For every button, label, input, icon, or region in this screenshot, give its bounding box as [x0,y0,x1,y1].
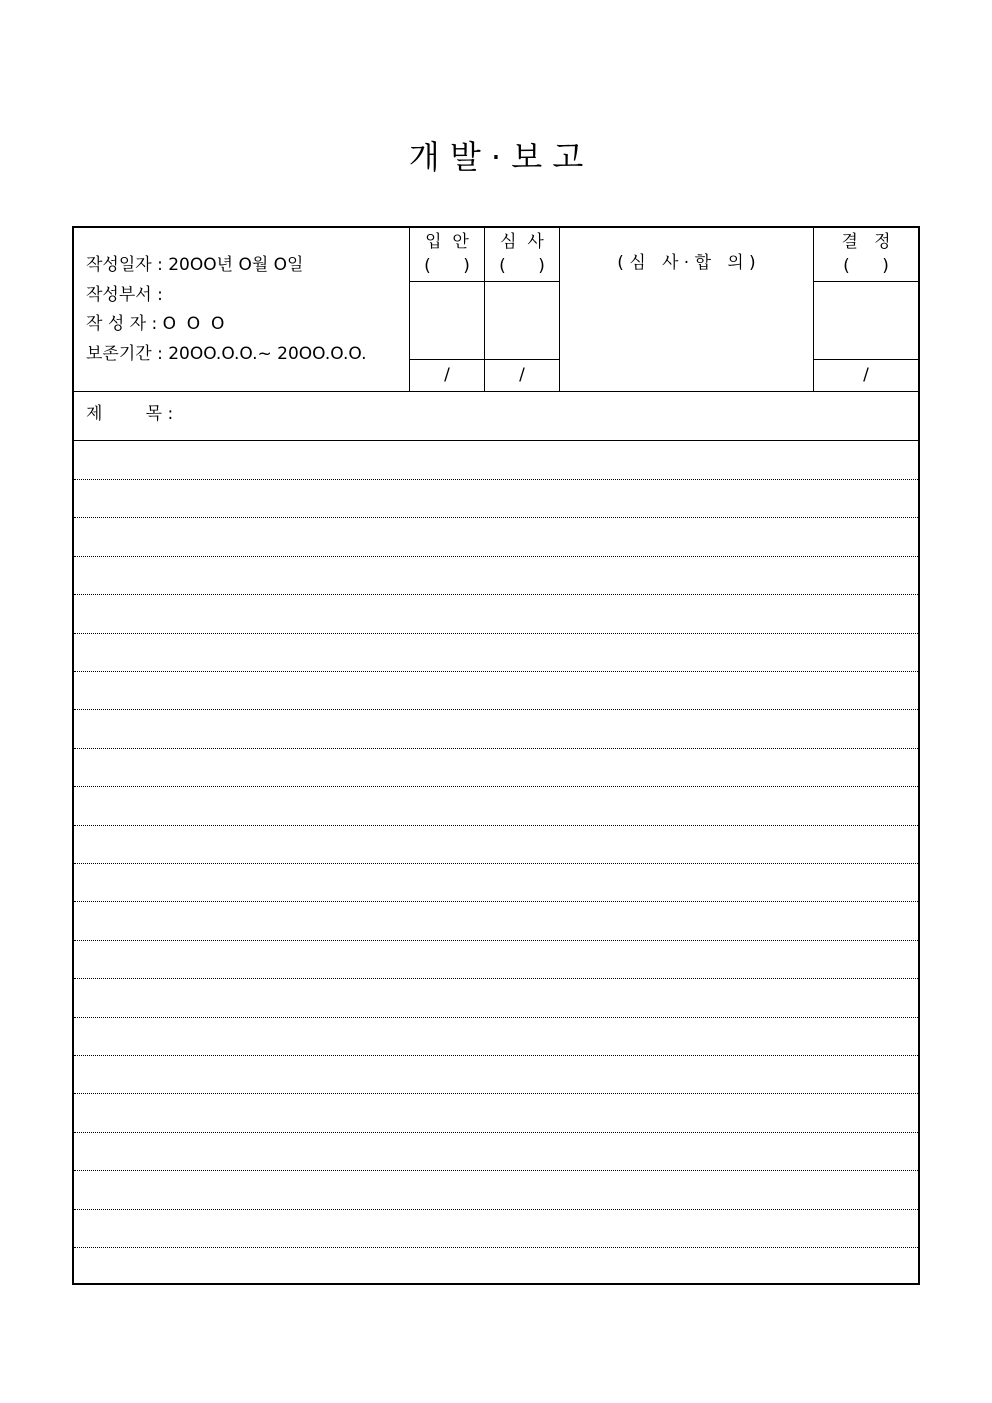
subject-label: 제 목 : [86,404,174,424]
body-rule-line [74,901,918,902]
body-rule-line [74,786,918,787]
draft-label: 입 안 [425,232,469,252]
consult-label: ( 심 사 · 합 의 ) [617,253,756,273]
body-rule-line [74,479,918,480]
review-signer: ( ) [499,256,545,276]
body-rule-line [74,748,918,749]
body-rule-line [74,1017,918,1018]
body-rule-line [74,1170,918,1171]
body-rule-line [74,863,918,864]
body-rule-line [74,1247,918,1248]
draft-date-slash: / [444,365,450,385]
decision-date-slash: / [863,365,869,385]
decision-label: 결 정 [841,232,891,252]
decision-signer: ( ) [843,256,889,276]
page-title: 개 발 · 보 고 [408,138,584,176]
review-date-slash: / [519,365,525,385]
body-rule-line [74,1132,918,1133]
body-rule-line [74,671,918,672]
body-rule-line [74,825,918,826]
approval-date-line-right [813,359,918,360]
body-rule-line [74,940,918,941]
approval-date-line-left [409,359,559,360]
body-rule-line [74,1055,918,1056]
retention-line: 보존기간 : 20OO.O.O.~ 20OO.O.O. [86,344,367,364]
author-line: 작 성 자 : O O O [86,314,225,334]
header-bottom-rule [74,391,918,392]
body-rule-line [74,1093,918,1094]
body-rule-line [74,633,918,634]
body-rule-line [74,709,918,710]
body-rule-line [74,556,918,557]
body-rule-line [74,978,918,979]
date-line: 작성일자 : 20OO년 O월 O일 [86,255,304,275]
report-form [72,226,920,1285]
review-label: 심 사 [500,232,544,252]
approval-head-line-right [813,281,918,282]
body-rule-line [74,1209,918,1210]
subject-bottom-rule [74,440,918,441]
body-rule-line [74,594,918,595]
draft-signer: ( ) [424,256,470,276]
department-line: 작성부서 : [86,285,163,305]
body-rule-line [74,517,918,518]
approval-head-line-left [409,281,559,282]
